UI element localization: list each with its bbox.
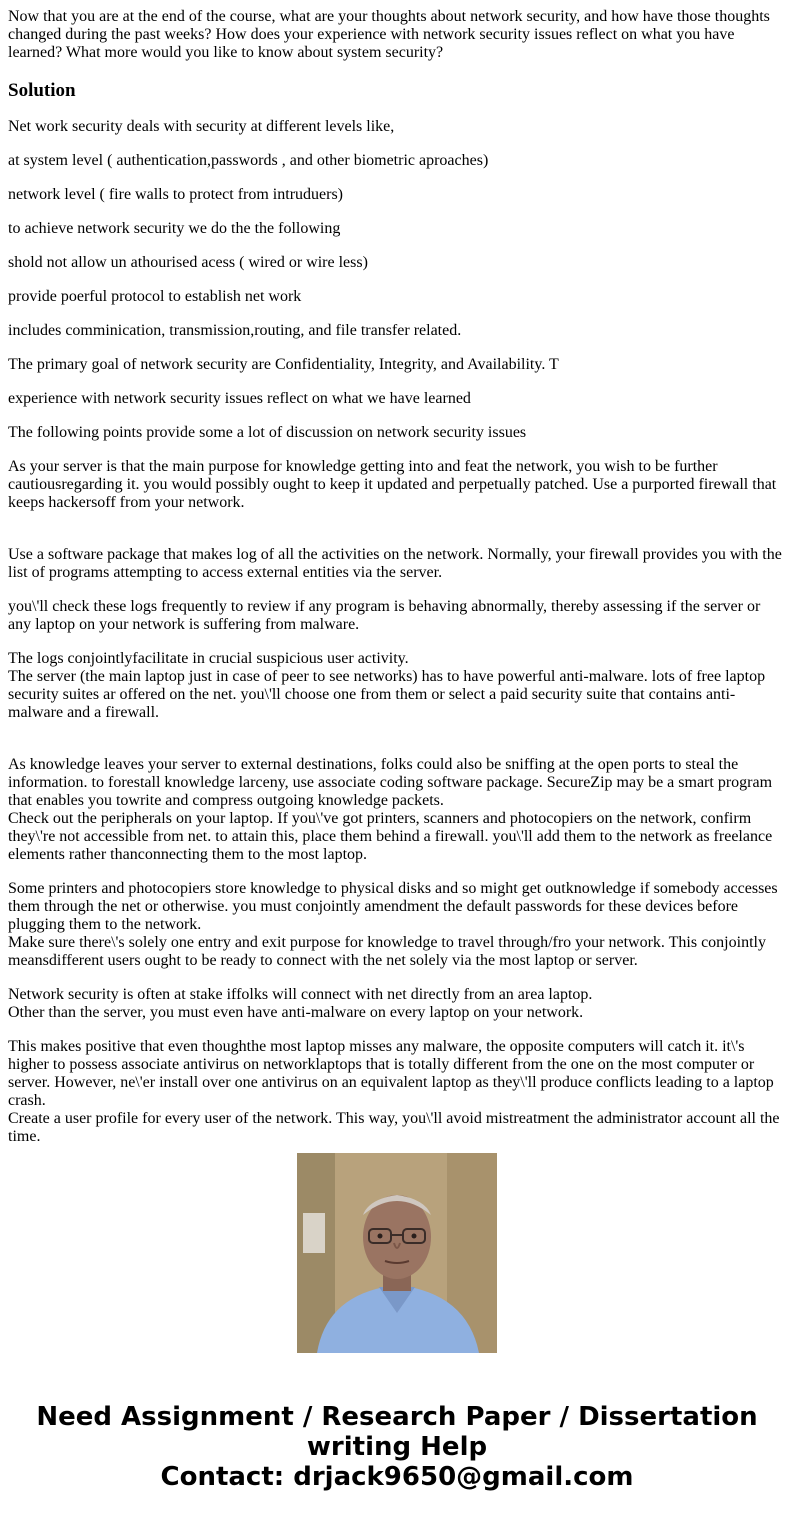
paragraph: The logs conjointlyfacilitate in crucial suspicious user activity. [8, 650, 409, 667]
author-avatar [297, 1153, 497, 1353]
paragraph: includes comminication, transmission,routing, and file transfer related. [8, 322, 462, 339]
paragraph: The following points provide some a lot of discussion on network security issues [8, 424, 527, 441]
paragraph: As knowledge leaves your server to external destinations, folks could also be sniffing at the open ports to steal the information. to forestall knowledge larceny, use associate coding software package. SecureZip may be a smart program that enables you towrite and compress outgoing knowledge packets. [8, 756, 773, 809]
paragraph: you\'ll check these logs frequently to review if any program is behaving abnormally, thereby assessing if the server or any laptop on your network is suffering from malware. [8, 598, 761, 633]
paragraph: The primary goal of network security are Confidentiality, Integrity, and Availability. T [8, 356, 559, 373]
paragraph: at system level ( authentication,passwords , and other biometric aproaches) [8, 152, 489, 169]
paragraph: to achieve network security we do the the following [8, 220, 341, 237]
footer-help-text: Need Assignment / Research Paper / Dissertation writing Help [36, 1402, 758, 1462]
paragraph: The server (the main laptop just in case of peer to see networks) has to have powerful anti-malware. lots of free laptop security suites ar offered on the net. you\'ll choose one from them or select a paid security suite that contains anti-malware and a firewall. [8, 668, 766, 721]
blank-line [8, 722, 786, 740]
author-portrait-icon [297, 1153, 497, 1353]
paragraph: Some printers and photocopiers store knowledge to physical disks and so might get outknowledge if somebody accesses them through the net or otherwise. you must conjointly amendment the default passwords for these devices before plugging them to the network. [8, 880, 778, 933]
paragraph: This makes positive that even thoughthe most laptop misses any malware, the opposite computers will catch it. it\'s higher to possess associate antivirus on networklaptops that is totally different from the one on the most computer or server. However, ne\'er install over one antivirus on an equivalent laptop as they\'ll produce conflicts leading to a laptop crash. [8, 1038, 774, 1109]
footer-banner [0, 1402, 794, 1492]
footer-contact-text: Contact: drjack9650@gmail.com [160, 1462, 634, 1492]
paragraph: Net work security deals with security at different levels like, [8, 118, 395, 135]
blank-line [8, 512, 786, 530]
paragraph: provide poerful protocol to establish net work [8, 288, 302, 305]
paragraph: shold not allow un athourised acess ( wired or wire less) [8, 254, 368, 271]
paragraph: Other than the server, you must even have anti-malware on every laptop on your network. [8, 1004, 584, 1021]
paragraph: Make sure there\'s solely one entry and exit purpose for knowledge to travel through/fro your network. This conjointly meansdifferent users ought to be ready to connect with the net solely via the most laptop or server. [8, 934, 766, 969]
article-content [8, 8, 786, 1145]
solution-heading: Solution [8, 80, 76, 101]
paragraph: network level ( fire walls to protect from intruduers) [8, 186, 343, 203]
paragraph: Use a software package that makes log of all the activities on the network. Normally, your firewall provides you with the list of programs attempting to access external entities via the server. [8, 546, 782, 581]
paragraph: Create a user profile for every user of the network. This way, you\'ll avoid mistreatment the administrator account all the time. [8, 1110, 780, 1145]
question-text: Now that you are at the end of the course, what are your thoughts about network security, and how have those thoughts changed during the past weeks? How does your experience with network security issues reflect on what you have learned? What more would you like to know about system security? [8, 8, 770, 61]
paragraph: As your server is that the main purpose for knowledge getting into and feat the network, you wish to be further cautiousregarding it. you would possibly ought to keep it updated and perpetually patched. Use a purported firewall that keeps hackersoff from your network. [8, 458, 777, 511]
paragraph: Check out the peripherals on your laptop. If you\'ve got printers, scanners and photocopiers on the network, confirm they\'re not accessible from net. to attain this, place them behind a firewall. you\'ll add them to the network as freelance elements rather thanconnecting them to the most laptop. [8, 810, 773, 863]
paragraph: Network security is often at stake iffolks will connect with net directly from an area laptop. [8, 986, 593, 1003]
paragraph: experience with network security issues reflect on what we have learned [8, 390, 471, 407]
